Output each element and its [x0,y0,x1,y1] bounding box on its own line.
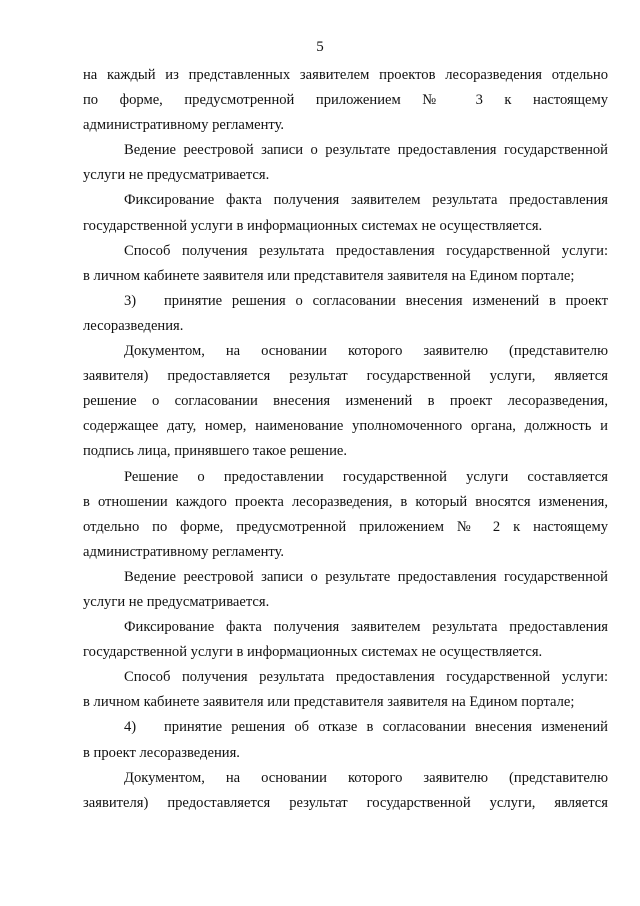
text-line: услуги не предусматривается. [83,167,270,184]
text-line: отдельно по форме, предусмотренной приложением № 2 к настоящему [83,518,608,535]
text-line: заявителя) предоставляется результат государственной услуги, является [83,794,608,811]
text-line: заявителя) предоставляется результат государственной услуги, является [83,368,608,385]
text-line: административному регламенту. [83,543,285,560]
text-line: Ведение реестровой записи о результате предоставления государственной [124,142,608,159]
list-item-line [83,289,608,314]
text-line: в личном кабинете заявителя или представителя заявителя на Едином портале; [83,694,575,711]
text-line: государственной услуги в информационных системах не осуществляется. [83,217,543,234]
text-line: на каждый из представленных заявителем проектов лесоразведения отдельно [83,67,608,83]
text-line: Ведение реестровой записи о результате предоставления государственной [124,568,608,585]
list-item-number: 4) [124,719,137,736]
text-line: Фиксирование факта получения заявителем результата предоставления [124,192,608,209]
list-item-text: принятие решения о согласовании внесения изменений в проект [164,292,608,309]
text-line: Документом, на основании которого заявителю (представителю [124,343,608,360]
text-line: в личном кабинете заявителя или представителя заявителя на Едином портале; [83,267,575,284]
text-line: по форме, предусмотренной приложением № 3 к настоящему [83,92,608,109]
text-line: содержащее дату, номер, наименование уполномоченного органа, должность и [83,418,608,435]
text-line: Способ получения результата предоставления государственной услуги: [124,669,608,686]
text-line: Решение о предоставлении государственной услуги составляется [124,468,608,485]
text-line: подпись лица, принявшего такое решение. [83,443,348,460]
text-line: Фиксирование факта получения заявителем результата предоставления [124,619,608,636]
document-body [83,63,608,816]
text-line: лесоразведения. [83,317,184,334]
text-line: государственной услуги в информационных системах не осуществляется. [83,644,543,661]
text-line: административному регламенту. [83,117,285,134]
text-line: в отношении каждого проекта лесоразведения, в который вносятся изменения, [83,493,608,510]
text-line: Документом, на основании которого заявителю (представителю [124,769,608,786]
list-item-text: принятие решения об отказе в согласовании внесения изменений [164,719,608,736]
list-item-line [83,715,608,740]
text-line: в проект лесоразведения. [83,744,240,761]
text-line: услуги не предусматривается. [83,593,270,610]
list-item-number: 3) [124,292,137,309]
text-line: решение о согласовании внесения изменений в проект лесоразведения, [83,393,608,410]
page-number: 5 [316,39,324,55]
text-line: Способ получения результата предоставления государственной услуги: [124,242,608,259]
